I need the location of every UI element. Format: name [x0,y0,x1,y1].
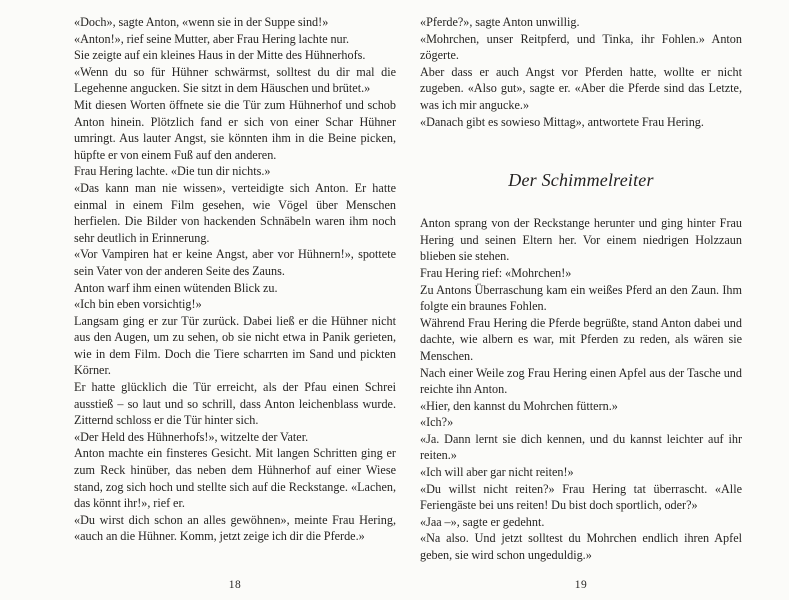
paragraph: Während Frau Hering die Pferde begrüßte, stand Anton dabei und dachte, wie albern es war, mit Pferden zu reden, als wären sie Menschen. [420,315,742,363]
paragraph: Frau Hering lachte. «Die tun dir nichts.» [74,164,271,179]
paragraph: «Ich will aber gar nicht reiten!» [420,465,574,480]
paragraph: Frau Hering rief: «Mohrchen!» [420,265,572,280]
paragraph: Zu Antons Überraschung kam ein weißes Pferd an den Zaun. Ihm folgte ein braunes Fohlen. [420,282,742,314]
paragraph: «Ich bin eben vorsichtig!» [74,297,202,312]
paragraph: «Ich?» [420,415,454,430]
paragraph: Anton machte ein finsteres Gesicht. Mit langen Schritten ging er zum Reck hinüber, das neben dem Hühnerhof auf einer Wiese stand, zog sich hoch und stellte sich auf die Reckstange. «Lachen, das könnt ihr!», rief er. [74,446,396,511]
paragraph: «Anton!», rief seine Mutter, aber Frau Hering lachte nur. [74,31,350,46]
right-chapter-block [420,215,742,563]
paragraph: «Hier, den kannst du Mohrchen füttern.» [420,398,618,413]
paragraph: «Du willst nicht reiten?» Frau Hering tat überrascht. «Alle Feriengäste bei uns reiten! Du bist doch sportlich, oder?» [420,481,742,513]
page-number-left: 18 [228,579,242,591]
paragraph: Langsam ging er zur Tür zurück. Dabei ließ er die Hühner nicht aus den Augen, um zu sehen, ob sie nicht etwa in Panik gerieten, wie in dem Film. Doch die Tiere scharrten im Sand und pickten Körner. [74,313,396,378]
paragraph: «Das kann man nie wissen», verteidigte sich Anton. Er hatte einmal in einem Film gesehen, wie Vögel über Menschen herfielen. Die Bilder von hackenden Schnäbeln waren ihm noch sehr deutlich in Erinnerung. [74,180,396,245]
paragraph: «Mohrchen, unser Reitpferd, und Tinka, ihr Fohlen.» Anton zögerte. [420,31,742,63]
paragraph: «Wenn du so für Hühner schwärmst, solltest du dir mal die Legehenne angucken. Sie sitzt in dem Häuschen und brütet.» [74,64,396,96]
paragraph: «Du wirst dich schon an alles gewöhnen», meinte Frau Hering, «auch an die Hühner. Komm, jetzt zeige ich dir die Pferde.» [74,512,396,544]
paragraph: «Doch», sagte Anton, «wenn sie in der Suppe sind!» [74,15,329,29]
paragraph: Sie zeigte auf ein kleines Haus in der Mitte des Hühnerhofs. [74,48,366,63]
paragraph: «Pferde?», sagte Anton unwillig. [420,15,580,29]
paragraph: «Na also. Und jetzt solltest du Mohrchen endlich ihren Apfel geben, sie wird schon ungeduldig.» [420,531,742,563]
paragraph: «Der Held des Hühnerhofs!», witzelte der Vater. [74,429,309,444]
paragraph: «Danach gibt es sowieso Mittag», antwortete Frau Hering. [420,114,704,129]
paragraph: Er hatte glücklich die Tür erreicht, als der Pfau einen Schrei ausstieß – so laut und so schrill, dass Anton leichenblass wurde. Zitternd schloss er die Tür hinter sich. [74,380,396,428]
page-right [420,14,742,600]
paragraph: Mit diesen Worten öffnete sie die Tür zum Hühnerhof und schob Anton hinein. Plötzlich fand er sich von einer Schar Hühner umringt. Aus lauter Angst, sie könnten ihm in die Beine picken, hüpfte er von einem Fuß auf den anderen. [74,97,396,162]
page-number-right: 19 [574,579,588,591]
page-left [74,14,396,600]
paragraph: Anton sprang von der Reckstange herunter und ging hinter Frau Hering und seinen Eltern her. Vor einem niedrigen Holzzaun blieben sie stehen. [420,216,742,264]
paragraph: «Vor Vampiren hat er keine Angst, aber vor Hühnern!», spottete sein Vater von der anderen Seite des Zauns. [74,247,396,278]
right-intro-block [420,14,742,130]
chapter-heading: Der Schimmelreiter [508,170,654,191]
paragraph: «Jaa –», sagte er gedehnt. [420,514,545,529]
paragraph: Anton warf ihm einen wütenden Blick zu. [74,280,278,295]
left-text-block [74,14,396,545]
paragraph: «Ja. Dann lernt sie dich kennen, und du kannst leichter auf ihr reiten.» [420,431,742,463]
paragraph: Nach einer Weile zog Frau Hering einen Apfel aus der Tasche und reichte ihn Anton. [420,365,742,397]
paragraph: Aber dass er auch Angst vor Pferden hatte, wollte er nicht zugeben. «Also gut», sagte er. «Aber die Pferde sind das Letzte, was ich mir angucke.» [420,64,742,112]
